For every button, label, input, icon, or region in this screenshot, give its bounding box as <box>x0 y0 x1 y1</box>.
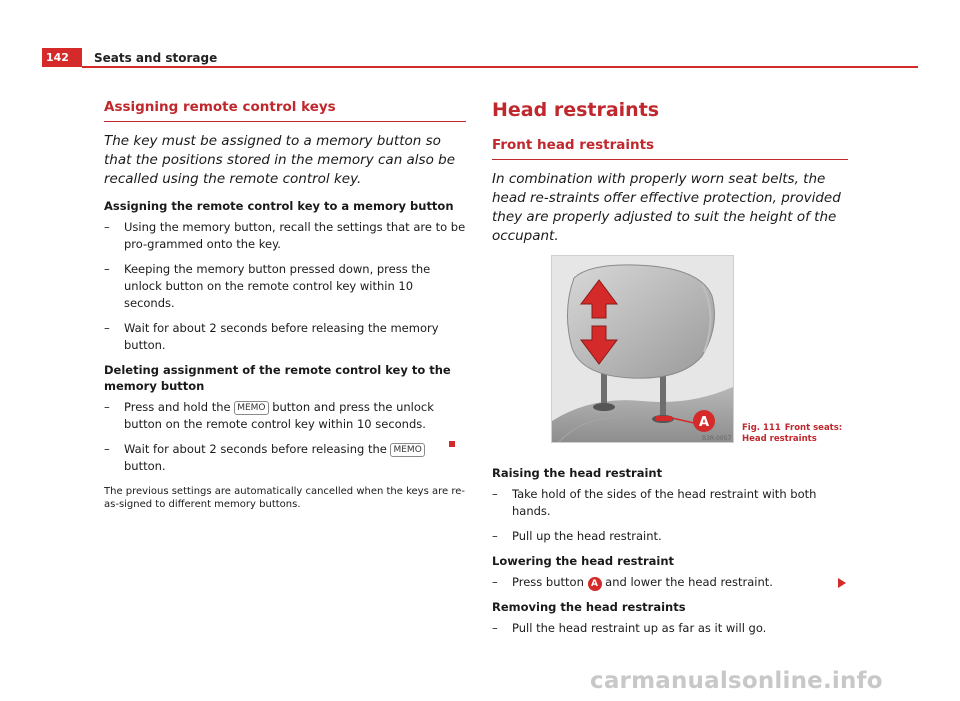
section-end-marker <box>449 441 455 447</box>
subheading-removing: Removing the head restraints <box>492 600 686 614</box>
watermark: carmanualsonline.info <box>590 668 883 694</box>
header-divider <box>82 66 918 68</box>
right-column <box>492 98 848 645</box>
figure <box>492 255 848 447</box>
note-text: The previous settings are automatically cancelled when the keys are re-as-signed to different memory buttons. <box>104 486 465 510</box>
list-item: – Using the memory button, recall the settings that are to be pro-grammed onto the key. <box>104 220 466 251</box>
subheading-assign: Assigning the remote control key to a memory button <box>104 199 454 213</box>
button-a-badge: A <box>588 577 602 591</box>
list-item: – Pull the head restraint up as far as it will go. <box>492 621 767 635</box>
memo-key-icon: MEMO <box>390 443 424 457</box>
continue-arrow-icon <box>838 578 846 588</box>
list-item: – Press button A and lower the head restraint. <box>492 575 773 589</box>
memo-key-icon: MEMO <box>234 401 268 415</box>
page-title: Head restraints <box>492 99 660 121</box>
list-item: – Pull up the head restraint. <box>492 529 662 543</box>
head-restraint-image <box>551 255 734 443</box>
section-title-remote-keys: Assigning remote control keys <box>104 98 466 122</box>
subheading-delete: Deleting assignment of the remote control key to the memory button <box>104 363 451 393</box>
page-number: 142 <box>42 48 82 67</box>
left-column <box>104 98 466 511</box>
section-header: Seats and storage <box>94 51 218 65</box>
list-item: – Keeping the memory button pressed down, press the unlock button on the remote control key within 10 seconds. <box>104 262 431 310</box>
list-item: – Wait for about 2 seconds before releasing the memory button. <box>104 321 439 352</box>
figure-code: B3R-0057 <box>702 435 732 442</box>
figure-label-a: A <box>698 415 710 430</box>
list-item: – Press and hold the MEMO button and press the unlock button on the remote control key within 10 seconds. <box>104 400 434 431</box>
figure-caption: Fig. 111 Front seats: Head restraints <box>742 423 843 444</box>
intro-text: The key must be assigned to a memory button so that the positions stored in the memory can also be recalled using the remote control key. <box>104 133 456 187</box>
section-title-front-head-restraints: Front head restraints <box>492 136 848 160</box>
intro-text: In combination with properly worn seat belts, the head re-straints offer effective protection, provided they are properly adjusted to suit the height of the occupant. <box>492 171 841 244</box>
list-item: – Take hold of the sides of the head restraint with both hands. <box>492 487 817 518</box>
subheading-raising: Raising the head restraint <box>492 466 663 480</box>
list-item: – Wait for about 2 seconds before releasing the MEMO button. <box>104 441 466 475</box>
subheading-lowering: Lowering the head restraint <box>492 554 675 568</box>
